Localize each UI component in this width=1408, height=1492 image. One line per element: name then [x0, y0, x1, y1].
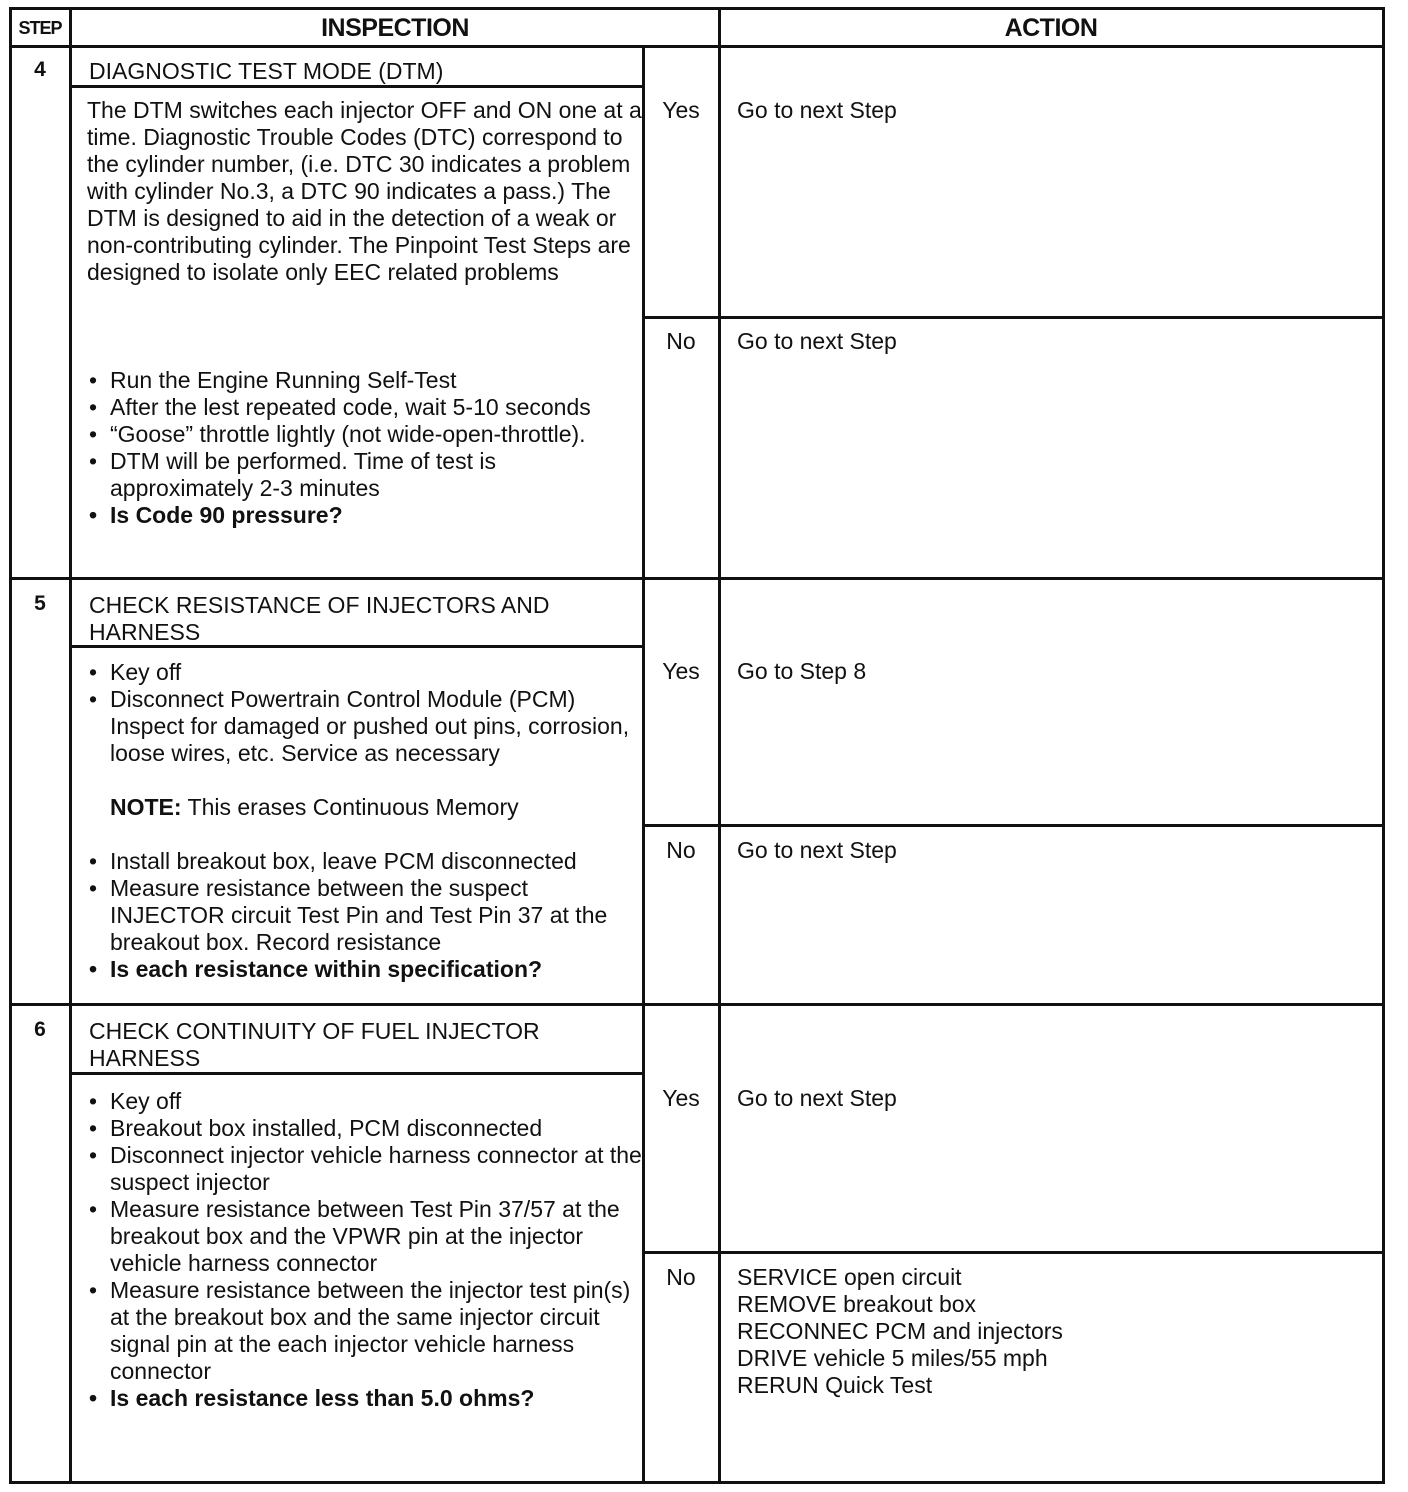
answer-yes: Yes — [662, 97, 700, 123]
action-no-list — [737, 1264, 1357, 1399]
step-title: CHECK RESISTANCE OF INJECTORS AND HARNESS — [89, 592, 550, 645]
list-item: • Key off — [87, 659, 643, 686]
list-item: • Measure resistance between the suspect INJECTOR circuit Test Pin and Test Pin 37 at the breakout box. Record resistance — [87, 875, 643, 956]
list-item: • Install breakout box, leave PCM disconnected — [87, 848, 643, 875]
note-label: NOTE: — [110, 794, 182, 820]
action-yes: Go to next Step — [737, 1085, 897, 1111]
step-checklist — [87, 367, 643, 529]
description-text: The DTM switches each injector OFF and ON one at a time. Diagnostic Trouble Codes (DTC) correspond to the cylinder number, (i.e. DTC 30 indicates a problem with cylinder No.3, a DTC 90 indicates a pass.) The DTM is designed to aid in the detection of a weak or non-contributing cylinder. The Pinpoint Test Steps are designed to isolate only EEC related problems — [87, 97, 642, 285]
list-item: • “Goose” throttle lightly (not wide-open-throttle). — [87, 421, 643, 448]
step-checklist — [87, 1088, 643, 1412]
list-item: • Key off — [87, 1088, 643, 1115]
note — [87, 794, 643, 821]
step-question: • Is each resistance within specification? — [87, 956, 643, 983]
step-description — [87, 97, 643, 286]
answer-no: No — [666, 1264, 696, 1290]
answer-no: No — [666, 837, 696, 863]
answer-no: No — [666, 328, 696, 354]
step-number: 5 — [34, 592, 46, 615]
header-inspection: INSPECTION — [321, 14, 469, 42]
answer-yes: Yes — [662, 1085, 700, 1111]
step-question: • Is Code 90 pressure? — [87, 502, 643, 529]
step-title: DIAGNOSTIC TEST MODE (DTM) — [89, 58, 444, 84]
step-number: 6 — [34, 1018, 46, 1041]
list-item: • DTM will be performed. Time of test is approximately 2-3 minutes — [87, 448, 643, 502]
note-text: This erases Continuous Memory — [181, 794, 519, 820]
action-line: REMOVE breakout box — [737, 1291, 977, 1317]
step-checklist — [87, 659, 643, 983]
header-step: STEP — [18, 18, 62, 38]
step-number: 4 — [34, 58, 46, 81]
action-line: DRIVE vehicle 5 miles/55 mph — [737, 1345, 1048, 1371]
answer-yes: Yes — [662, 658, 700, 684]
action-line: SERVICE open circuit — [737, 1264, 962, 1290]
list-item: • Disconnect injector vehicle harness connector at the suspect injector — [87, 1142, 643, 1196]
list-item: • Disconnect Powertrain Control Module (PCM) Inspect for damaged or pushed out pins, corrosion, loose wires, etc. Service as necessary — [87, 686, 643, 767]
step-question: • Is each resistance less than 5.0 ohms? — [87, 1385, 643, 1412]
list-item: • After the lest repeated code, wait 5-10 seconds — [87, 394, 643, 421]
step-title: CHECK CONTINUITY OF FUEL INJECTOR HARNESS — [89, 1018, 540, 1071]
action-yes: Go to next Step — [737, 97, 897, 123]
list-item: • Breakout box installed, PCM disconnected — [87, 1115, 643, 1142]
action-line: RECONNEC PCM and injectors — [737, 1318, 1063, 1344]
action-yes: Go to Step 8 — [737, 658, 867, 684]
list-item: • Measure resistance between Test Pin 37/57 at the breakout box and the VPWR pin at the injector vehicle harness connector — [87, 1196, 643, 1277]
action-no: Go to next Step — [737, 328, 897, 354]
list-item: • Run the Engine Running Self-Test — [87, 367, 643, 394]
action-no: Go to next Step — [737, 837, 897, 863]
action-line: RERUN Quick Test — [737, 1372, 933, 1398]
list-item: • Measure resistance between the injector test pin(s) at the breakout box and the same injector circuit signal pin at the each injector vehicle harness connector — [87, 1277, 643, 1385]
header-action: ACTION — [1004, 14, 1098, 42]
